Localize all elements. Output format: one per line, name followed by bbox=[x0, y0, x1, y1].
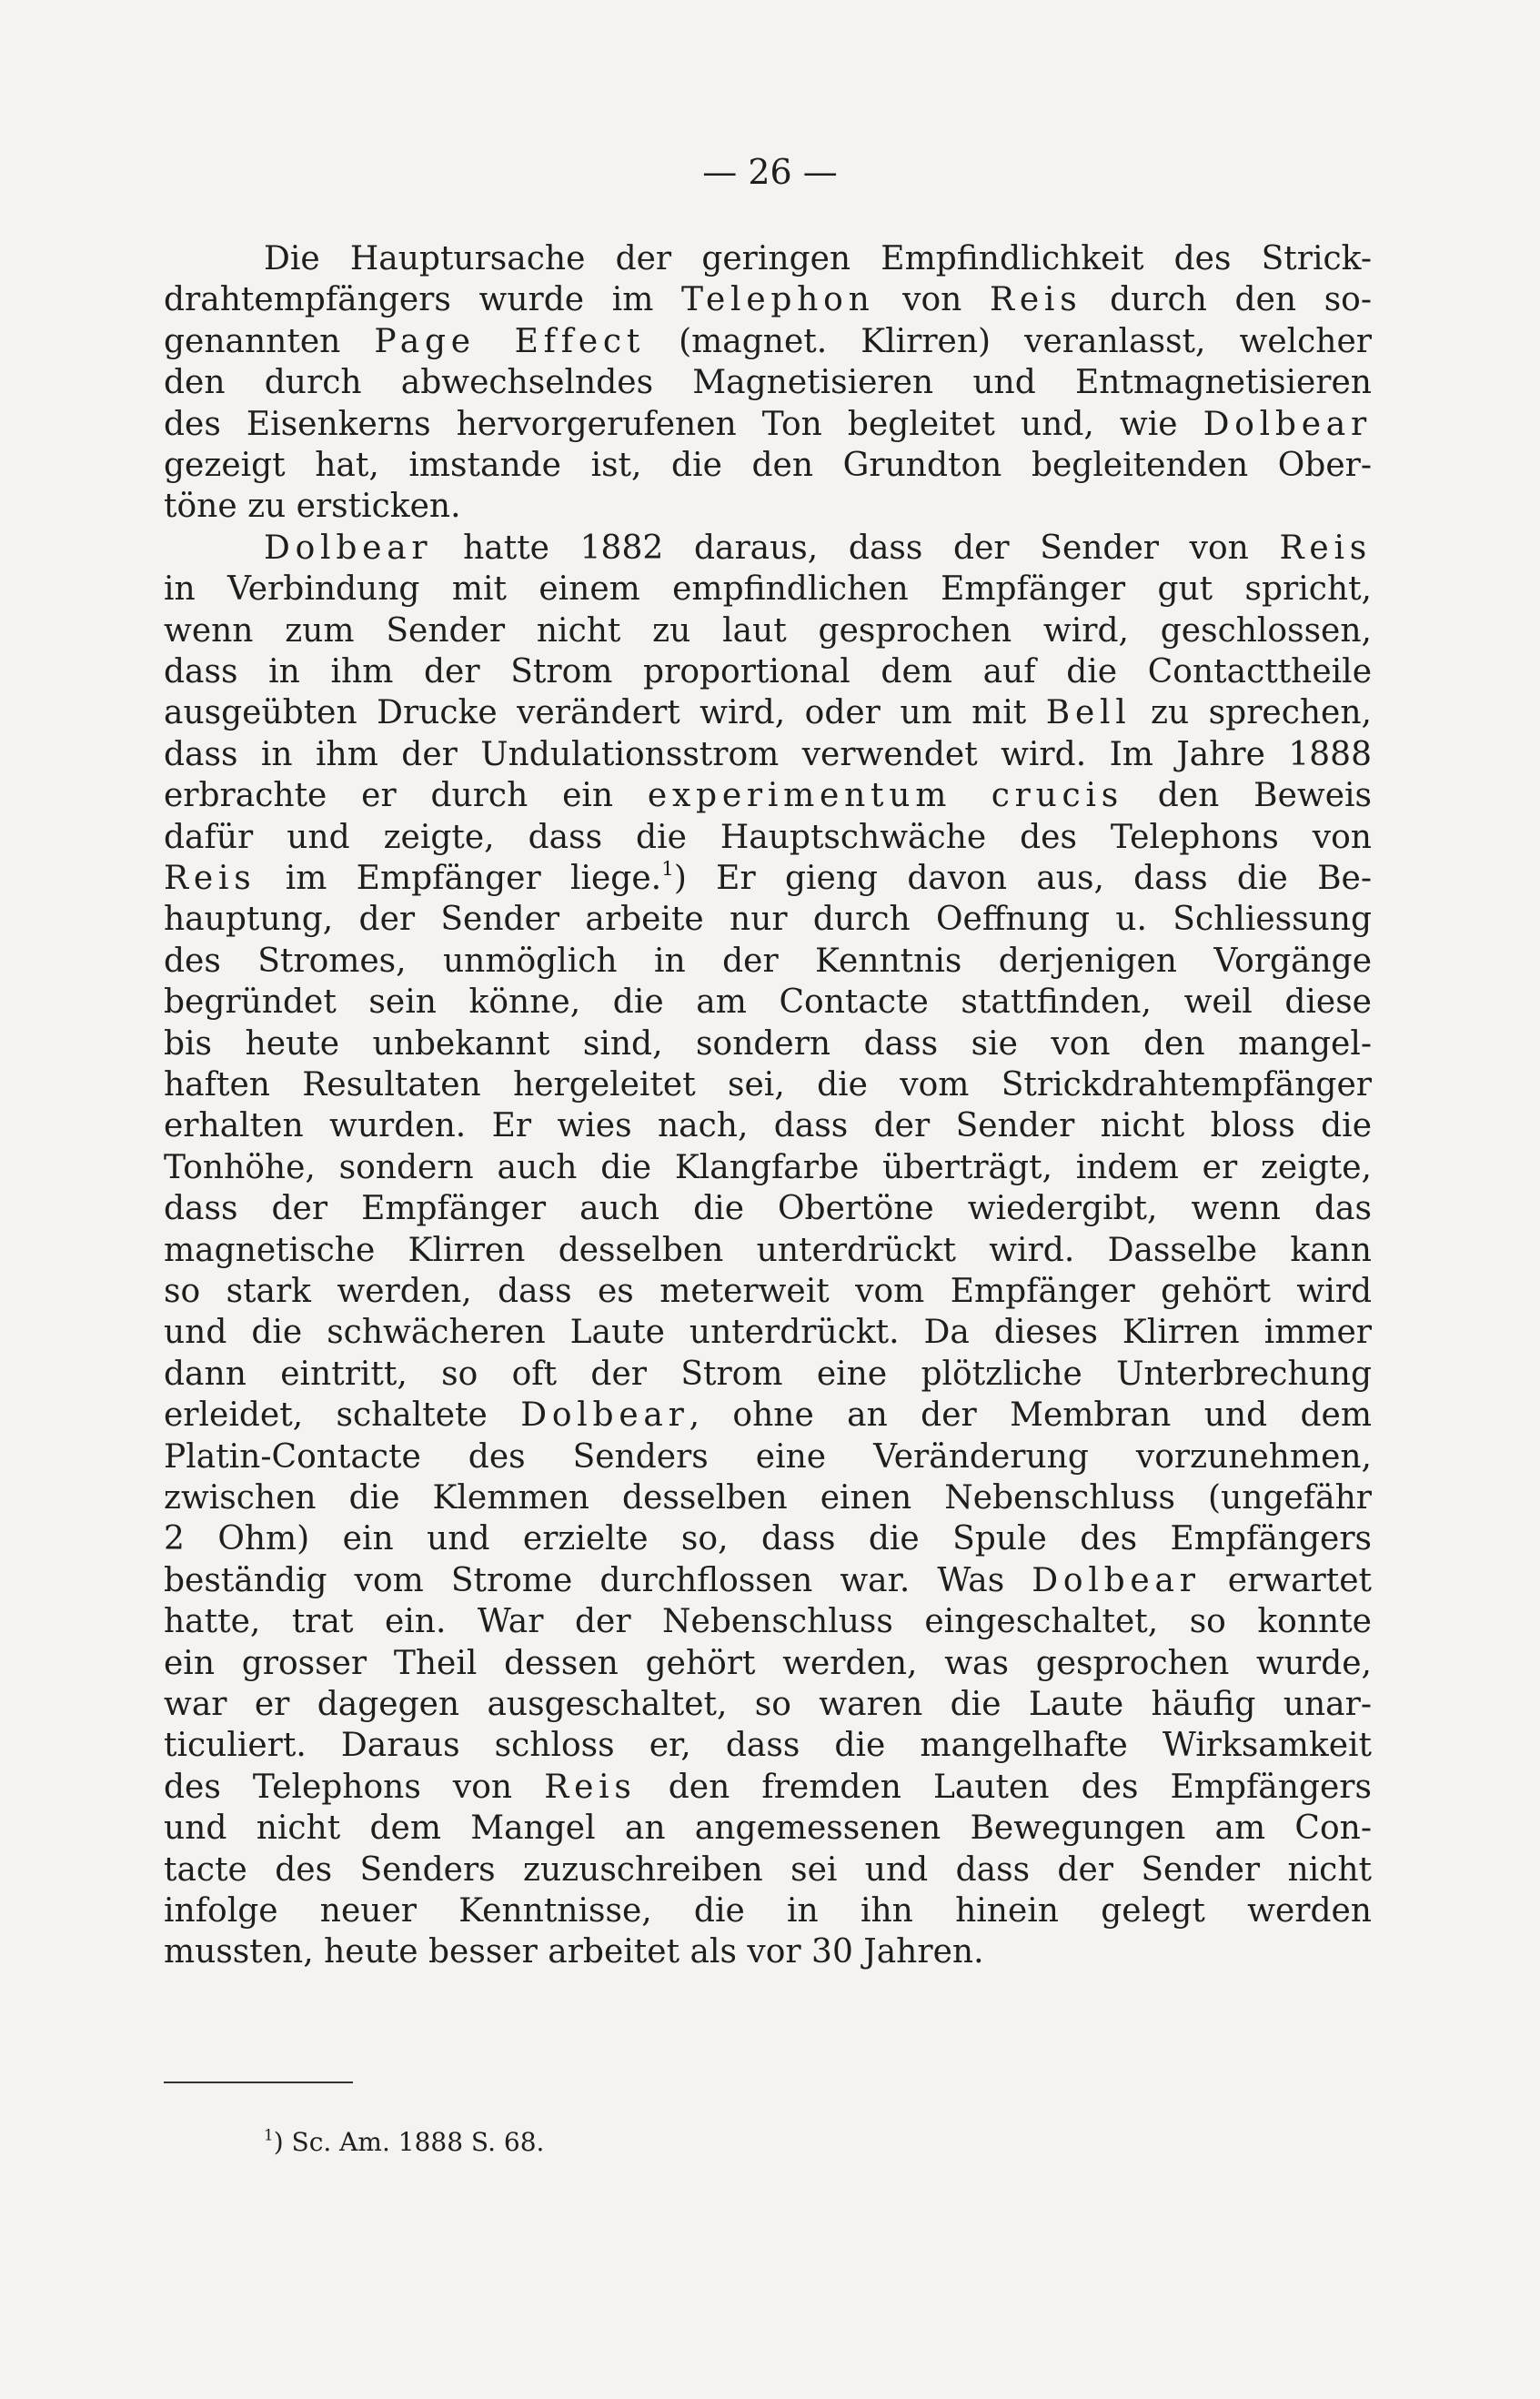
spaced-name: Dolbear bbox=[520, 1396, 689, 1435]
text-run: hauptung, der Sender arbeite nur durch Oeffnung u. Schliessung bbox=[164, 901, 1372, 939]
text-run: den durch abwechselndes Magnetisieren und Entmagnetisieren bbox=[164, 364, 1372, 402]
text-run: von bbox=[874, 281, 990, 319]
text-line bbox=[164, 445, 1372, 486]
spaced-name: Bell bbox=[1045, 694, 1132, 732]
text-run: dass in ihm der Undulationsstrom verwendet wird. Im Jahre 1888 bbox=[164, 735, 1372, 773]
text-run: gezeigt hat, imstande ist, die den Grundton begleitenden Ober- bbox=[164, 447, 1372, 484]
footnote bbox=[264, 2126, 544, 2159]
footnote-rule bbox=[164, 2081, 353, 2083]
footnote-text: ) Sc. Am. 1888 S. 68. bbox=[273, 2127, 545, 2157]
text-line bbox=[164, 941, 1372, 982]
text-run: Die Hauptursache der geringen Empfindlichkeit des Strick- bbox=[264, 240, 1372, 277]
text-run: drahtempfängers wurde im bbox=[164, 281, 681, 319]
text-line bbox=[164, 1850, 1372, 1890]
text-line bbox=[164, 279, 1372, 320]
spaced-name: Dolbear bbox=[1203, 405, 1372, 443]
text-run: zwischen die Klemmen desselben einen Nebenschluss (ungefähr bbox=[164, 1479, 1372, 1517]
text-run: des Stromes, unmöglich in der Kenntnis derjenigen Vorgänge bbox=[164, 942, 1372, 980]
text-run: dann eintritt, so oft der Strom eine plötzliche Unterbrechung bbox=[164, 1355, 1372, 1393]
text-run: Tonhöhe, sondern auch die Klangfarbe überträgt, indem er zeigte, bbox=[164, 1148, 1372, 1186]
text-run: dass in ihm der Strom proportional dem auf die Contacttheile bbox=[164, 653, 1372, 690]
text-run: erleidet, schaltete bbox=[164, 1396, 521, 1435]
text-run: im Empfänger liege. bbox=[256, 860, 662, 897]
text-line bbox=[164, 1643, 1372, 1684]
text-run: 2 Ohm) ein und erzielte so, dass die Spule des Empfängers bbox=[164, 1520, 1372, 1558]
text-line bbox=[164, 610, 1372, 651]
text-run: infolge neuer Kenntnisse, die in ihn hinein gelegt werden bbox=[164, 1892, 1372, 1930]
spaced-name: Reis bbox=[990, 281, 1082, 319]
text-line bbox=[164, 1023, 1372, 1064]
text-run: und nicht dem Mangel an angemessenen Bewegungen am Con- bbox=[164, 1809, 1372, 1848]
text-run: ein grosser Theil dessen gehört werden, was gesprochen wurde, bbox=[164, 1644, 1372, 1682]
text-line bbox=[164, 899, 1372, 940]
text-run: genannten bbox=[164, 322, 375, 360]
text-line bbox=[164, 321, 1372, 362]
text-line bbox=[164, 1684, 1372, 1725]
spaced-name: Page Effect bbox=[374, 322, 646, 360]
text-run: wenn zum Sender nicht zu laut gesprochen wird, geschlossen, bbox=[164, 611, 1372, 650]
text-run: ausgeübten Drucke verändert wird, oder um mit bbox=[164, 694, 1046, 732]
text-line bbox=[164, 1271, 1372, 1312]
spaced-name: Reis bbox=[544, 1768, 637, 1806]
spaced-name: Dolbear bbox=[1032, 1561, 1201, 1599]
text-line bbox=[164, 1436, 1372, 1477]
text-line bbox=[164, 817, 1372, 858]
text-line bbox=[164, 1105, 1372, 1146]
text-run: des Eisenkerns hervorgerufenen Ton begleitet und, wie bbox=[164, 405, 1203, 443]
text-line bbox=[164, 982, 1372, 1023]
text-run: tacte des Senders zuzuschreiben sei und dass der Sender nicht bbox=[164, 1850, 1372, 1889]
page-number: — 26 — bbox=[702, 152, 838, 192]
text-line bbox=[164, 1477, 1372, 1518]
text-line bbox=[164, 858, 1372, 899]
text-line bbox=[164, 569, 1372, 610]
text-line bbox=[164, 692, 1372, 733]
text-line bbox=[164, 404, 1372, 445]
text-line bbox=[164, 1725, 1372, 1766]
text-line bbox=[164, 1395, 1372, 1436]
text-line bbox=[164, 734, 1372, 775]
text-line bbox=[164, 1354, 1372, 1395]
text-line bbox=[164, 1890, 1372, 1931]
spaced-name: Reis bbox=[1279, 529, 1372, 567]
text-run: den Beweis bbox=[1122, 777, 1372, 815]
text-run: , ohne an der Membran und dem bbox=[689, 1396, 1372, 1435]
text-line bbox=[164, 1518, 1372, 1559]
text-run: erbrachte er durch ein bbox=[164, 777, 648, 815]
text-line bbox=[164, 651, 1372, 692]
footnote-ref: 1 bbox=[661, 857, 674, 881]
text-line bbox=[164, 1560, 1372, 1601]
text-run: durch den so- bbox=[1082, 281, 1373, 319]
text-line bbox=[164, 1147, 1372, 1188]
spaced-name: experimentum crucis bbox=[647, 777, 1123, 815]
text-run: magnetische Klirren desselben unterdrückt wird. Dasselbe kann bbox=[164, 1231, 1372, 1269]
text-run: begründet sein könne, die am Contacte stattfinden, weil diese bbox=[164, 983, 1372, 1022]
text-line bbox=[164, 1312, 1372, 1353]
text-line bbox=[164, 1230, 1372, 1271]
text-run: war er dagegen ausgeschaltet, so waren die Laute häufig unar- bbox=[164, 1686, 1372, 1723]
text-line bbox=[264, 528, 1372, 569]
text-run: erwartet bbox=[1200, 1561, 1372, 1599]
text-run: ticuliert. Daraus schloss er, dass die mangelhafte Wirksamkeit bbox=[164, 1727, 1372, 1765]
text-line bbox=[164, 1064, 1372, 1105]
text-line bbox=[164, 775, 1372, 816]
spaced-name: Telephon bbox=[681, 281, 875, 319]
text-line bbox=[264, 238, 1372, 279]
text-run: bis heute unbekannt sind, sondern dass sie von den mangel- bbox=[164, 1024, 1372, 1063]
footnote-mark: 1 bbox=[264, 2125, 274, 2144]
spaced-name: Dolbear bbox=[264, 529, 433, 567]
text-run: in Verbindung mit einem empfindlichen Empfänger gut spricht, bbox=[164, 570, 1372, 609]
text-run: mussten, heute besser arbeitet als vor 30 Jahren. bbox=[164, 1933, 984, 1971]
text-line bbox=[164, 362, 1372, 403]
text-run: hatte, trat ein. War der Nebenschluss eingeschaltet, so konnte bbox=[164, 1603, 1372, 1641]
text-run: und die schwächeren Laute unterdrückt. Da dieses Klirren immer bbox=[164, 1314, 1372, 1352]
text-run: dass der Empfänger auch die Obertöne wiedergibt, wenn das bbox=[164, 1190, 1372, 1228]
text-run: haften Resultaten hergeleitet sei, die vom Strickdrahtempfänger bbox=[164, 1066, 1372, 1104]
text-run: töne zu ersticken. bbox=[164, 488, 461, 526]
text-run: erhalten wurden. Er wies nach, dass der Sender nicht bloss die bbox=[164, 1107, 1372, 1145]
text-line bbox=[164, 486, 1372, 527]
text-line bbox=[164, 1767, 1372, 1808]
text-line bbox=[164, 1601, 1372, 1642]
text-run: den fremden Lauten des Empfängers bbox=[636, 1768, 1372, 1806]
text-line bbox=[164, 1188, 1372, 1229]
text-run: (magnet. Klirren) veranlasst, welcher bbox=[645, 322, 1372, 360]
text-line bbox=[164, 1808, 1372, 1849]
text-run: hatte 1882 daraus, dass der Sender von bbox=[432, 529, 1280, 567]
text-run: ) Er gieng davon aus, dass die Be- bbox=[673, 860, 1372, 897]
text-run: des Telephons von bbox=[164, 1768, 545, 1806]
text-run: Platin-Contacte des Senders eine Veränderung vorzunehmen, bbox=[164, 1437, 1372, 1476]
text-line bbox=[164, 1931, 1372, 1972]
text-run: beständig vom Strome durchflossen war. Was bbox=[164, 1561, 1032, 1599]
text-run: zu sprechen, bbox=[1131, 694, 1372, 732]
text-run: so stark werden, dass es meterweit vom Empfänger gehört wird bbox=[164, 1273, 1372, 1310]
spaced-name: Reis bbox=[164, 860, 257, 897]
text-run: dafür und zeigte, dass die Hauptschwäche des Telephons von bbox=[164, 818, 1372, 856]
